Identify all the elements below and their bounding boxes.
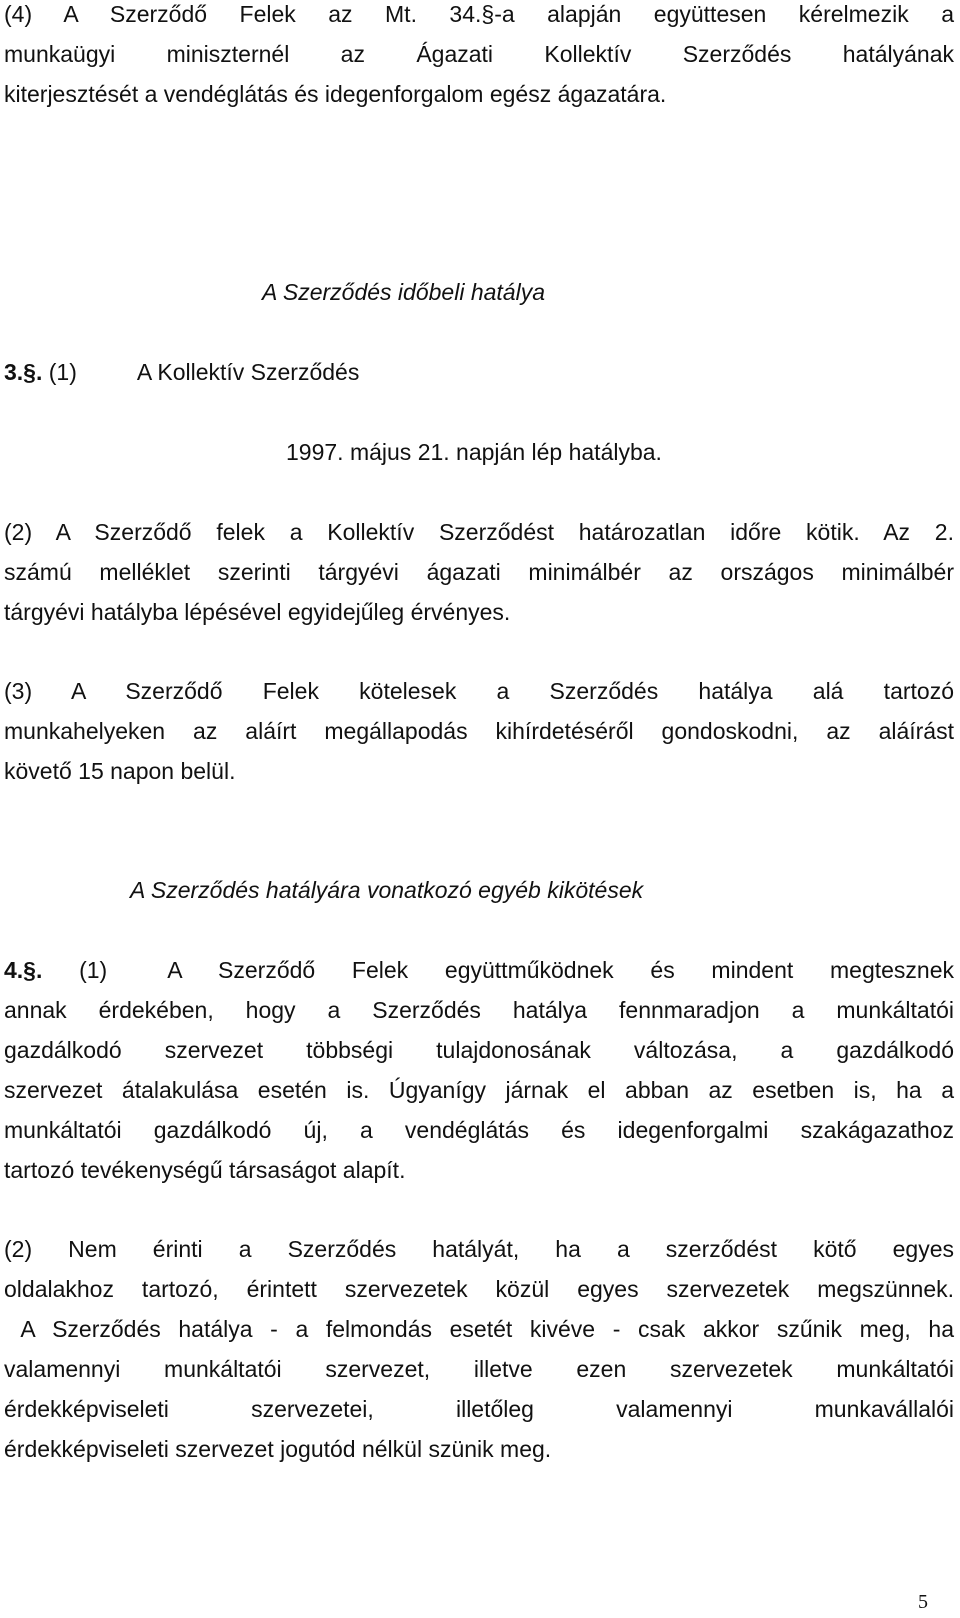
section-subsection-label: (1)	[48, 359, 77, 385]
paragraph-line: tárgyévi hatályba lépésével egyidejűleg érvényes.	[4, 599, 511, 625]
paragraph-4-2	[4, 1229, 954, 1469]
section-subsection-label: (1)	[79, 957, 108, 983]
paragraph-3-2	[4, 512, 954, 632]
paragraph-line: szervezet átalakulása esetén is. Úgyanígy járnak el abban az esetben is, ha a	[4, 1077, 954, 1103]
paragraph-line: (2) A Szerződő felek a Kollektív Szerződést határozatlan időre kötik. Az 2.	[4, 519, 954, 545]
paragraph-line: munkáltatói gazdálkodó új, a vendéglátás és idegenforgalmi szakágazathoz	[4, 1117, 954, 1143]
paragraph-line: érdekképviseleti szervezetei, illetőleg valamennyi munkavállalói	[4, 1396, 954, 1422]
paragraph-4	[4, 0, 954, 114]
paragraph-line: tartozó tevékenységű társaságot alapít.	[4, 1157, 406, 1183]
paragraph-line: A Szerződő Felek együttműködnek és mindent megtesznek	[167, 957, 954, 983]
paragraph-line: munkahelyeken az aláírt megállapodás kihírdetéséről gondoskodni, az aláírást	[4, 718, 954, 744]
paragraph-line: (3) A Szerződő Felek kötelesek a Szerződés hatálya alá tartozó	[4, 678, 954, 704]
paragraph-4-1	[4, 950, 954, 1190]
effective-date-line: 1997. május 21. napján lép hatályba.	[286, 439, 662, 465]
paragraph-line: követő 15 napon belül.	[4, 758, 236, 784]
paragraph-line: számú melléklet szerinti tárgyévi ágazati minimálbér az országos minimálbér	[4, 559, 954, 585]
paragraph-line: érdekképviseleti szervezet jogutód nélkül szünik meg.	[4, 1436, 552, 1462]
section-text: A Kollektív Szerződés	[136, 359, 360, 385]
section-3-heading-line	[4, 352, 359, 392]
paragraph-line: munkaügyi miniszternél az Ágazati Kollektív Szerződés hatályának	[4, 41, 954, 67]
section-4-first-line	[4, 950, 954, 990]
paragraph-line: A Szerződés hatálya - a felmondás esetét kivéve - csak akkor szűnik meg, ha	[4, 1316, 954, 1342]
section-number: 3.§.	[4, 359, 43, 385]
paragraph-line: (4) A Szerződő Felek az Mt. 34.§-a alapján együttesen kérelmezik a	[4, 1, 954, 27]
paragraph-line: oldalakhoz tartozó, érintett szervezetek közül egyes szervezetek megszünnek.	[4, 1276, 954, 1302]
paragraph-line: (2) Nem érinti a Szerződés hatályát, ha a szerződést kötő egyes	[4, 1236, 954, 1262]
section-number: 4.§.	[4, 957, 43, 983]
section-heading-other-provisions: A Szerződés hatályára vonatkozó egyéb kikötések	[130, 877, 644, 903]
paragraph-line: annak érdekében, hogy a Szerződés hatálya fennmaradjon a munkáltatói	[4, 997, 954, 1023]
paragraph-line: valamennyi munkáltatói szervezet, illetve ezen szervezetek munkáltatói	[4, 1356, 954, 1382]
page-number: 5	[918, 1591, 928, 1613]
section-heading-time-scope: A Szerződés időbeli hatálya	[262, 279, 545, 305]
paragraph-3-3	[4, 671, 954, 791]
paragraph-line: gazdálkodó szervezet többségi tulajdonosának változása, a gazdálkodó	[4, 1037, 954, 1063]
paragraph-line: kiterjesztését a vendéglátás és idegenforgalom egész ágazatára.	[4, 81, 667, 107]
